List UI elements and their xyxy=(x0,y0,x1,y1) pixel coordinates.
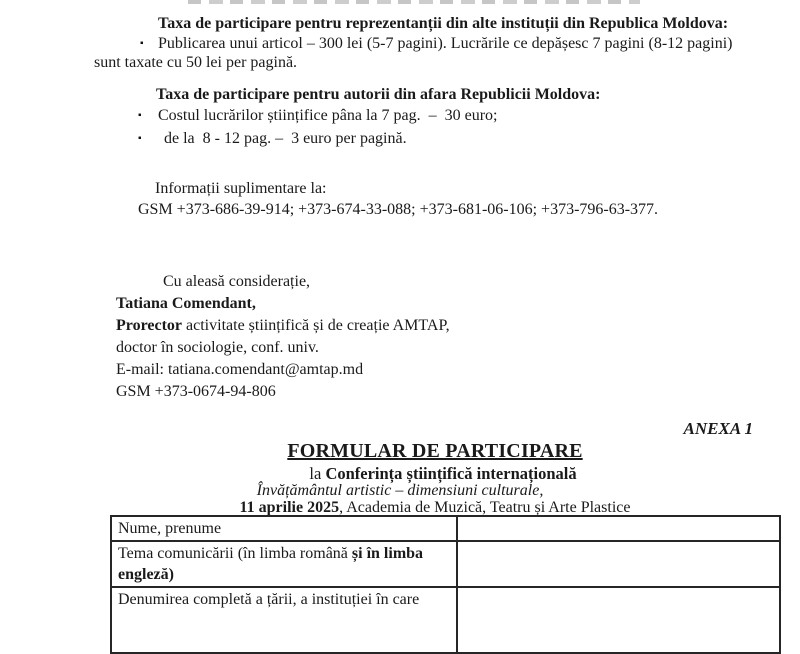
fees-abroad-item-2: de la 8 - 12 pag. – 3 euro per pagină. xyxy=(164,130,407,147)
clipped-text-fragment xyxy=(188,0,640,4)
signature-closing: Cu aleasă considerație, xyxy=(163,273,311,290)
form-subtitle-prefix: la xyxy=(309,464,326,483)
bullet-marker: ▪ xyxy=(140,38,144,49)
form-venue: , Academia de Muzică, Teatru și Arte Plastice xyxy=(339,499,631,516)
contact-phones: GSM +373-686-39-914; +373-674-33-088; +373-681-06-106; +373-796-63-377. xyxy=(138,201,659,218)
participation-table xyxy=(110,515,781,654)
fees-abroad-heading: Taxa de participare pentru autorii din afara Republicii Moldova: xyxy=(156,86,601,103)
signature-phone: GSM +373-0674-94-806 xyxy=(116,383,276,400)
signature-role xyxy=(116,316,450,335)
annex-label: ANEXA 1 xyxy=(683,419,753,438)
table-row-label: Tema comunicării (în limba română și în limba engleză) xyxy=(111,541,457,587)
table-row xyxy=(111,587,780,653)
signature-degree: doctor în sociologie, conf. univ. xyxy=(116,339,319,356)
fees-abroad-item-1: Costul lucrărilor științifice pâna la 7 pag. – 30 euro; xyxy=(158,107,498,124)
signature-email: E-mail: tatiana.comendant@amtap.md xyxy=(116,361,364,378)
table-row-value xyxy=(457,541,780,587)
form-subtitle xyxy=(78,464,800,484)
form-event-name: Învățământul artistic – dimensiuni culturale, xyxy=(256,482,544,499)
signature-role-detail: activitate științifică și de creație AMTAP, xyxy=(182,317,450,334)
table-row-label: Denumirea completă a țării, a instituției în care xyxy=(111,587,457,653)
signature-name: Tatiana Comendant, xyxy=(116,295,256,312)
signature-role-title: Prorector xyxy=(116,317,183,334)
bullet-marker: ▪ xyxy=(138,110,142,121)
form-date: 11 aprilie 2025 xyxy=(239,499,340,516)
fees-moldova-heading: Taxa de participare pentru reprezentanții din alte instituții din Republica Moldova: xyxy=(158,15,729,32)
table-row xyxy=(111,541,780,587)
form-title: FORMULAR DE PARTICIPARE xyxy=(287,440,583,462)
table-row-label: Nume, prenume xyxy=(111,516,457,541)
form-title-row xyxy=(70,440,800,463)
table-row-value xyxy=(457,587,780,653)
table-row xyxy=(111,516,780,541)
bullet-marker: ▪ xyxy=(138,133,142,144)
contact-info-label: Informații suplimentare la: xyxy=(155,180,327,197)
form-subtitle-conference: Conferința științifică internațională xyxy=(325,464,577,483)
fees-moldova-item-line2: sunt taxate cu 50 lei per pagină. xyxy=(94,54,298,71)
table-row-value xyxy=(457,516,780,541)
fees-moldova-item-line1: Publicarea unui articol – 300 lei (5-7 pagini). Lucrările ce depășesc 7 pagini (8-12 pagini) xyxy=(158,35,733,52)
